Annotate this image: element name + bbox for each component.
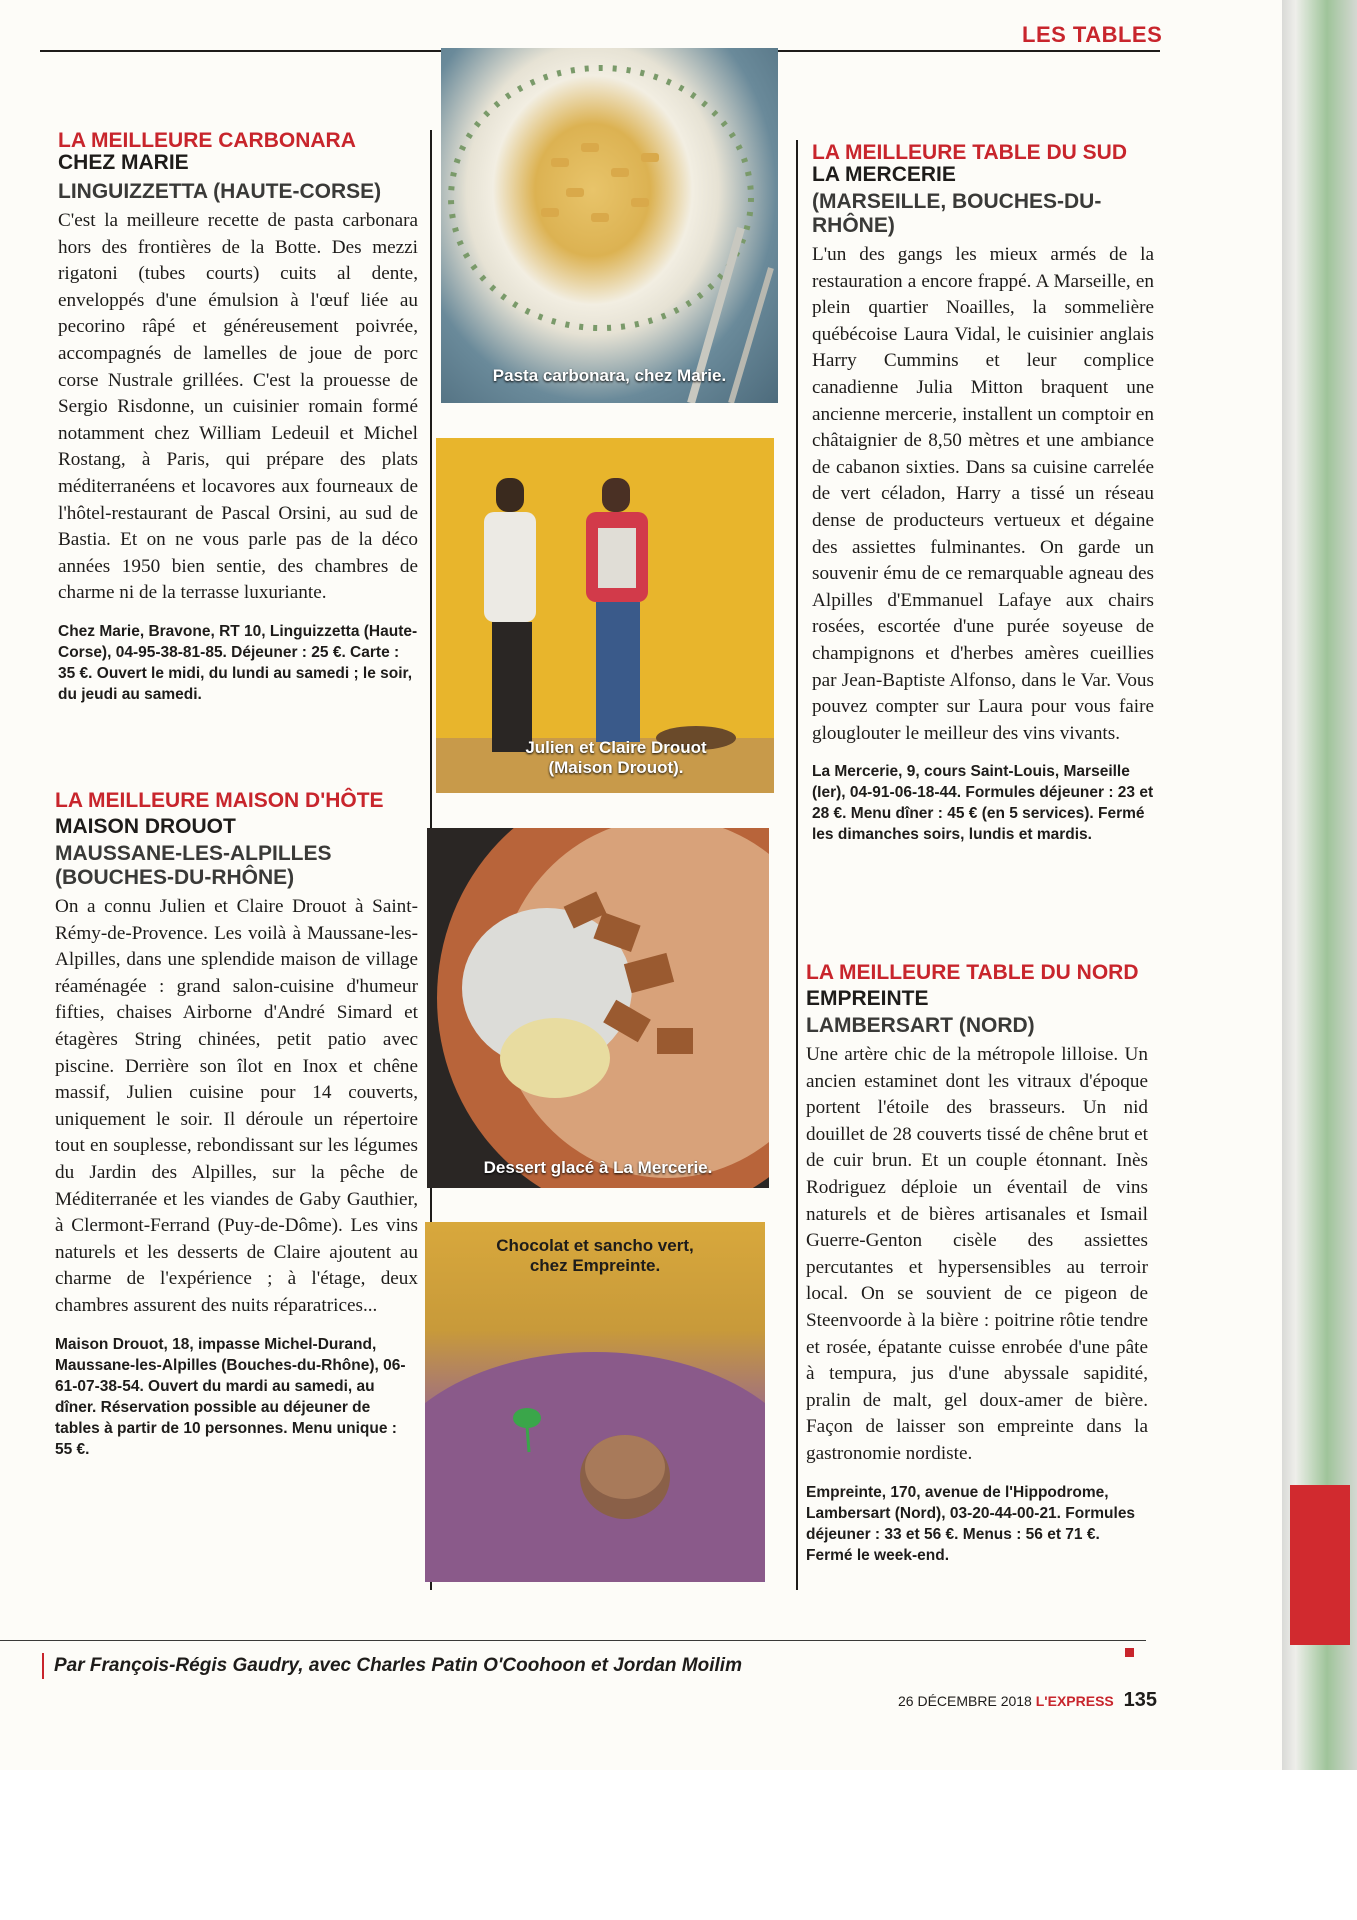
scan-margin	[0, 1770, 1357, 1920]
photo-dessert-mercerie	[427, 828, 769, 1188]
photo-caption: Dessert glacé à La Mercerie.	[483, 1158, 713, 1177]
article-info: La Mercerie, 9, cours Saint-Louis, Marseille (Ier), 04-91-06-18-44. Formules déjeuner : 23 et 28 €. Menu dîner : 45 € (en 5 services). Fermé les dimanches soirs, lundis et mardis.	[812, 763, 1154, 844]
photo-maison-drouot	[436, 438, 774, 793]
photo-caption: Chocolat et sancho vert, chez Empreinte.	[496, 1236, 694, 1275]
article-kicker: LA MEILLEURE MAISON D'HÔTE	[55, 789, 384, 812]
folio	[898, 1689, 1157, 1712]
article-venue: MAISON DROUOT	[55, 815, 236, 838]
photo-caption: Julien et Claire Drouot (Maison Drouot).	[525, 738, 707, 777]
section-tag: LES TABLES	[1022, 22, 1163, 47]
chocolate-dessert-illustration	[425, 1222, 765, 1582]
page-number: 135	[1123, 1689, 1158, 1711]
article-empreinte	[806, 962, 1148, 1566]
article-info: Maison Drouot, 18, impasse Michel-Durand, Maussane-les-Alpilles (Bouches-du-Rhône), 06-61-07-38-54. Ouvert du mardi au samedi, au dîner. Réservation possible au déjeuner de tables à partir de 10 personnes. Menu unique : 55 €.	[55, 1335, 406, 1458]
article-info: Empreinte, 170, avenue de l'Hippodrome, Lambersart (Nord), 03-20-44-00-21. Formules déjeuner : 33 et 56 €. Menus : 56 et 71 €. Fermé le week-end.	[806, 1483, 1136, 1564]
article-maison-drouot	[55, 790, 418, 1460]
article-place: MAUSSANE-LES-ALPILLES (BOUCHES-DU-RHÔNE)	[55, 842, 332, 889]
photo-carbonara	[441, 48, 778, 403]
footer-accent-square	[1125, 1648, 1134, 1657]
article-place: LINGUIZZETTA (HAUTE-CORSE)	[58, 180, 382, 203]
byline: Par François-Régis Gaudry, avec Charles Patin O'Coohoon et Jordan Moilim	[54, 1655, 742, 1676]
article-venue: LA MERCERIE	[812, 163, 956, 186]
footer-rule	[0, 1640, 1146, 1641]
article-body: Une artère chic de la métropole lilloise. Un ancien estaminet dont les vitraux d'époque portent l'étoile des brasseurs. Un nid douillet de 28 couverts tissé de chêne brut et de cuir brun. Et un couple étonnant. Inès Rodriguez déploie un éventail de vins naturels et de bières artisanales et Ismail Guerre-Genton cisèle des assiettes percutantes et hypersensibles au terroir local. On se souvient de ce pigeon de Steenvoorde à la bière : poitrine rôtie tendre et rosée, épatante cuisse enrobée d'une pâte à tempura, jus d'une abyssale sapidité, pralin de malt, gel doux-amer de bière. Façon de laisser son empreinte dans la gastronomie nordiste.	[806, 1044, 1148, 1464]
next-page-red-block	[1290, 1485, 1350, 1645]
article-venue: EMPREINTE	[806, 987, 929, 1010]
article-place: LAMBERSART (NORD)	[806, 1014, 1035, 1037]
article-kicker: LA MEILLEURE CARBONARA	[58, 129, 356, 152]
article-place: (MARSEILLE, BOUCHES-DU-RHÔNE)	[812, 190, 1102, 237]
article-body: On a connu Julien et Claire Drouot à Saint-Rémy-de-Provence. Les voilà à Maussane-les-Alpilles, dans une splendide maison de village réaménagée : grand salon-cuisine d'humeur fifties, chaises Airborne d'André Simard et étagères String chinées, petit patio avec piscine. Derrière son îlot en Inox et chêne massif, Julien cuisine pour 14 couverts, uniquement le soir. Il déroule un répertoire tout en souplesse, rebondissant sur les légumes du Jardin des Alpilles, sur la pêche de Méditerranée et les viandes de Gaby Gauthier, à Clermont-Ferrand (Puy-de-Dôme). Les vins naturels et les desserts de Claire ajoutent au charme de l'expérience ; à l'étage, deux chambres assurent des nuits réparatrices...	[55, 896, 418, 1316]
article-carbonara	[58, 130, 418, 705]
pasta-plate-illustration	[441, 48, 778, 403]
magazine-name: L'EXPRESS	[1035, 1693, 1114, 1709]
issue-date: 26 DÉCEMBRE 2018	[898, 1693, 1032, 1709]
article-mercerie	[812, 142, 1154, 845]
column-rule	[796, 140, 798, 1590]
photo-chocolat-empreinte	[425, 1222, 765, 1582]
footer-accent-bar	[42, 1653, 44, 1679]
dessert-illustration	[427, 828, 769, 1188]
photo-caption: Pasta carbonara, chez Marie.	[492, 366, 727, 385]
article-kicker: LA MEILLEURE TABLE DU NORD	[806, 961, 1139, 984]
article-info: Chez Marie, Bravone, RT 10, Linguizzetta (Haute-Corse), 04-95-38-81-85. Déjeuner : 25 €. Carte : 35 €. Ouvert le midi, du lundi au samedi ; le soir, du jeudi au samedi.	[58, 622, 418, 703]
article-body: L'un des gangs les mieux armés de la restauration a encore frappé. A Marseille, en plein quartier Noailles, la sommelière québécoise Laura Vidal, le cuisinier anglais Harry Cummins et leur complice canadienne Julia Mitton braquent une ancienne mercerie, installent un comptoir en châtaignier de 8,50 mètres et une ambiance de cabanon sixties. Dans sa cuisine carrelée de vert céladon, Harry a tissé un réseau dense de producteurs vertueux et dégaine des assiettes fulminantes. On garde un souvenir ému de ce remarquable agneau des Alpilles d'Emmanuel Lafaye aux chairs rosées, escortée d'une purée soyeuse de champignons et d'herbes amères cueillies par Jean-Baptiste Alfonso, dans le Var. Vous pouvez compter sur Laura pour vous faire glouglouter le meilleur des vins vivants.	[812, 244, 1154, 744]
article-kicker: LA MEILLEURE TABLE DU SUD	[812, 141, 1127, 164]
article-body: C'est la meilleure recette de pasta carbonara hors des frontières de la Botte. Des mezzi rigatoni (tubes courts) cuits al dente, enveloppés d'une émulsion à l'œuf liée au pecorino râpé et généreusement poivrée, accompagnés de lamelles de joue de porc corse Nustrale grillées. C'est la prouesse de Sergio Risdonne, un cuisinier romain formé notamment chez William Ledeuil et Michel Rostang, à Paris, qui prépare des plats méditerranéens et locavores aux fourneaux de l'hôtel-restaurant de Pascal Orsini, au sud de Bastia. Et on ne vous parle pas de la déco années 1950 bien sentie, des chambres de charme ni de la terrasse luxuriante.	[58, 210, 418, 604]
article-venue: CHEZ MARIE	[58, 151, 189, 174]
